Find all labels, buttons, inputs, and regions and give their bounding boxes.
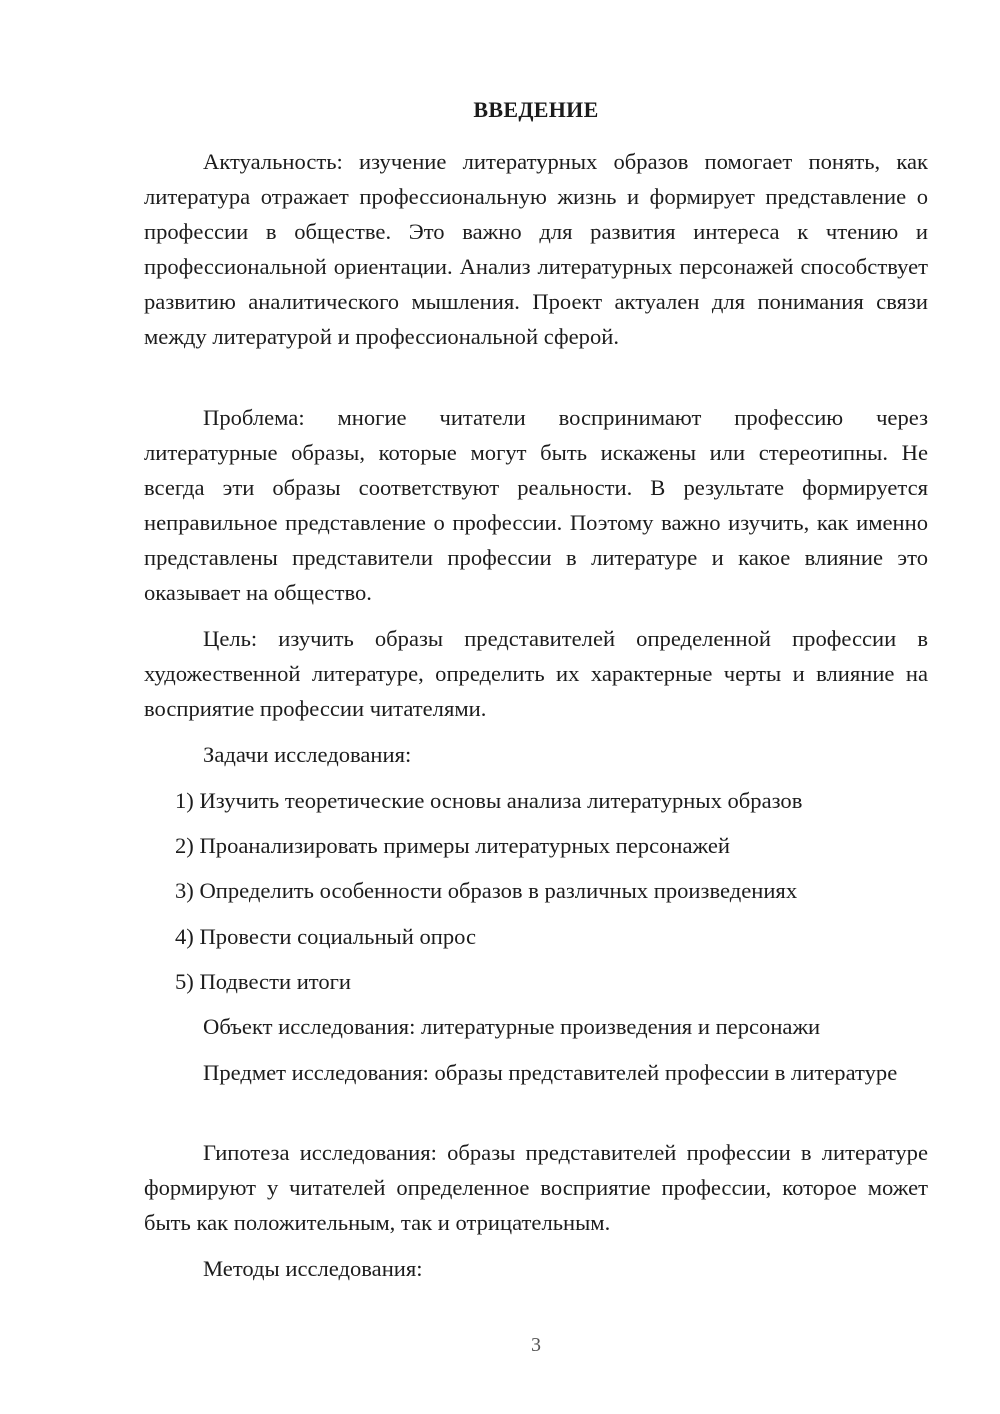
methods-heading: Методы исследования:	[203, 1256, 423, 1281]
task-item-1: 1) Изучить теоретические основы анализа литературных образов	[175, 788, 803, 813]
task-item-3: 3) Определить особенности образов в различных произведениях	[175, 878, 798, 903]
task-item-5: 5) Подвести итоги	[175, 969, 352, 994]
tasks-heading: Задачи исследования:	[203, 742, 412, 767]
problem-paragraph: Проблема: многие читатели воспринимают профессию через литературные образы, которые могут быть искажены или стереотипны. Не всегда эти образы соответствуют реальности. В результате формируется неправильное представление о профессии. Поэтому важно изучить, как именно представлены представители профессии в литературе и какое влияние это оказывает на общество.	[144, 405, 928, 605]
subject-paragraph: Предмет исследования: образы представителей профессии в литературе	[203, 1060, 898, 1085]
page-number: 3	[531, 1334, 541, 1356]
relevance-paragraph: Актуальность: изучение литературных образов помогает понять, как литература отражает профессиональную жизнь и формирует представление о профессии в обществе. Это важно для развития интереса к чтению и профессиональной ориентации. Анализ литературных персонажей способствует развитию аналитического мышления. Проект актуален для понимания связи между литературой и профессиональной сферой.	[144, 149, 928, 349]
task-item-2: 2) Проанализировать примеры литературных персонажей	[175, 833, 730, 858]
page-title: ВВЕДЕНИЕ	[473, 97, 599, 122]
object-line: Объект исследования: литературные произведения и персонажи	[203, 1014, 821, 1039]
task-item-4: 4) Провести социальный опрос	[175, 924, 477, 949]
goal-paragraph: Цель: изучить образы представителей определенной профессии в художественной литературе, определить их характерные черты и влияние на восприятие профессии читателями.	[144, 626, 928, 721]
hypothesis-paragraph: Гипотеза исследования: образы представителей профессии в литературе формируют у читателей определенное восприятие профессии, которое может быть как положительным, так и отрицательным.	[144, 1140, 928, 1235]
